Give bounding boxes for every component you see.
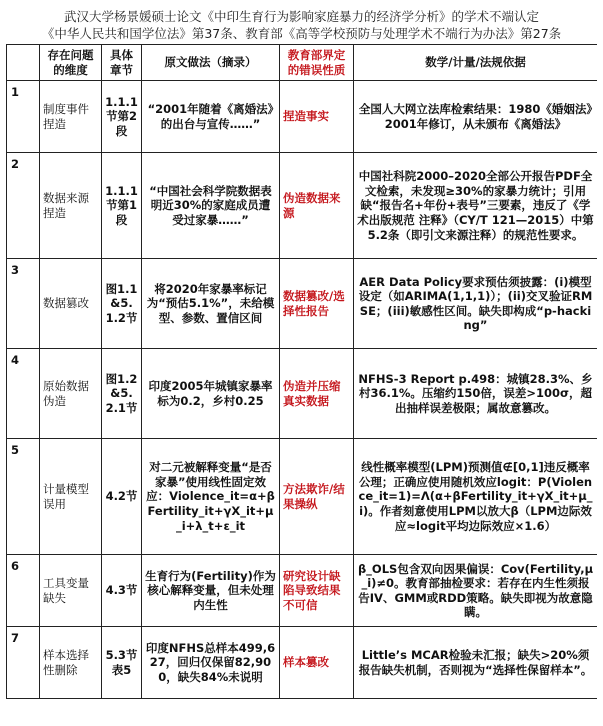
row-original: 对二元被解释变量“是否家暴”使用线性固定效应：Violence_it=α+βFertility_it+γX_it+μ_i+λ_t+ε_it <box>142 439 280 555</box>
header-index <box>7 45 40 81</box>
row-nature: 伪造数据来源 <box>280 153 354 259</box>
row-basis: 线性概率模型(LPM)预测值∉[0,1]违反概率公理；正确应使用随机效应logit：P(Violence_it=1)=Λ(α+βFertility_it+γX_it+μ_i)。作者刻意使用LPM以放大β（LPM边际效应≈logit平均边际效应×1.6） <box>354 439 598 555</box>
row-section: 1.1.1节第2段 <box>102 81 142 153</box>
title-line-1: 武汉大学杨景媛硕士论文《中印生育行为影响家庭暴力的经济学分析》的学术不端认定 <box>63 9 539 24</box>
row-dimension: 数据来源捏造 <box>40 153 102 259</box>
row-nature: 伪造并压缩真实数据 <box>280 349 354 439</box>
row-index: 3 <box>7 259 40 349</box>
row-nature: 捏造事实 <box>280 81 354 153</box>
table-row <box>7 81 598 153</box>
row-index: 1 <box>7 81 40 153</box>
row-index: 6 <box>7 555 40 627</box>
row-nature: 数据篡改/选择性报告 <box>280 259 354 349</box>
row-nature: 方法欺诈/结果操纵 <box>280 439 354 555</box>
row-original: 生育行为(Fertility)作为核心解释变量，但未处理内生性 <box>142 555 280 627</box>
row-dimension: 工具变量缺失 <box>40 555 102 627</box>
row-original: 印度NFHS总样本499,627，回归仅保留82,900，缺失84%未说明 <box>142 627 280 699</box>
table-row <box>7 259 598 349</box>
row-nature: 样本篡改 <box>280 627 354 699</box>
row-index: 5 <box>7 439 40 555</box>
row-basis: 全国人大网立法库检索结果：1980《婚姻法》2001年修订，从未颁布《离婚法》 <box>354 81 598 153</box>
header-row <box>7 45 598 81</box>
row-section: 4.2节 <box>102 439 142 555</box>
table-row <box>7 153 598 259</box>
row-original: 印度2005年城镇家暴率标为0.2，乡村0.25 <box>142 349 280 439</box>
row-index: 4 <box>7 349 40 439</box>
row-index: 2 <box>7 153 40 259</box>
header-basis: 数学/计量/法规依据 <box>354 45 598 81</box>
row-section: 1.1.1节第1段 <box>102 153 142 259</box>
table-row <box>7 349 598 439</box>
document-title <box>6 8 597 42</box>
misconduct-table <box>6 44 597 699</box>
row-section: 5.3节表5 <box>102 627 142 699</box>
row-dimension: 原始数据伪造 <box>40 349 102 439</box>
row-original: “中国社会科学院数据表明近30%的家庭成员遭受过家暴……” <box>142 153 280 259</box>
table-row <box>7 439 598 555</box>
row-dimension: 计量模型误用 <box>40 439 102 555</box>
row-dimension: 样本选择性删除 <box>40 627 102 699</box>
header-original: 原文做法（摘录） <box>142 45 280 81</box>
table-viewport <box>6 42 597 707</box>
title-line-2: 《中华人民共和国学位法》第37条、教育部《高等学校预防与处理学术不端行为办法》第27条 <box>41 26 562 41</box>
table-row <box>7 555 598 627</box>
row-original: “2001年随着《离婚法》的出台与宣传……” <box>142 81 280 153</box>
row-basis: NFHS-3 Report p.498：城镇28.3%、乡村36.1%。压缩约150倍，误差>100σ，超出抽样误差极限；属故意篡改。 <box>354 349 598 439</box>
header-section: 具体章节 <box>102 45 142 81</box>
row-basis: β_OLS包含双向因果偏误：Cov(Fertility,μ_i)≠0。教育部抽检要求：若存在内生性须报告IV、GMM或RDD策略。缺失即视为故意隐瞒。 <box>354 555 598 627</box>
row-section: 4.3节 <box>102 555 142 627</box>
table-row <box>7 627 598 699</box>
row-index: 7 <box>7 627 40 699</box>
row-dimension: 制度事件捏造 <box>40 81 102 153</box>
row-original: 将2020年家暴率标记为“预估5.1%”，未给模型、参数、置信区间 <box>142 259 280 349</box>
row-dimension: 数据篡改 <box>40 259 102 349</box>
row-basis: AER Data Policy要求预估须披露：(i)模型设定（如ARIMA(1,1,1)）；(ii)交叉验证RMSE；(iii)敏感性区间。缺失即构成“p-hacking” <box>354 259 598 349</box>
row-nature: 研究设计缺陷导致结果不可信 <box>280 555 354 627</box>
row-section: 图1.1&5.1.2节 <box>102 259 142 349</box>
header-dimension: 存在问题的维度 <box>40 45 102 81</box>
row-section: 图1.2&5.2.1节 <box>102 349 142 439</box>
row-basis: Little’s MCAR检验未汇报；缺失>20%须报告缺失机制，否则视为“选择性保留样本”。 <box>354 627 598 699</box>
row-basis: 中国社科院2000–2020全部公开报告PDF全文检索，未发现≥30%的家暴力统计；引用缺“报告名+年份+表号”三要素，违反了《学术出版规范 注释》（CY/T 121—2015）中第5.2条（即引文来源注释）的规范性要求。 <box>354 153 598 259</box>
header-nature: 教育部界定的错误性质 <box>280 45 354 81</box>
